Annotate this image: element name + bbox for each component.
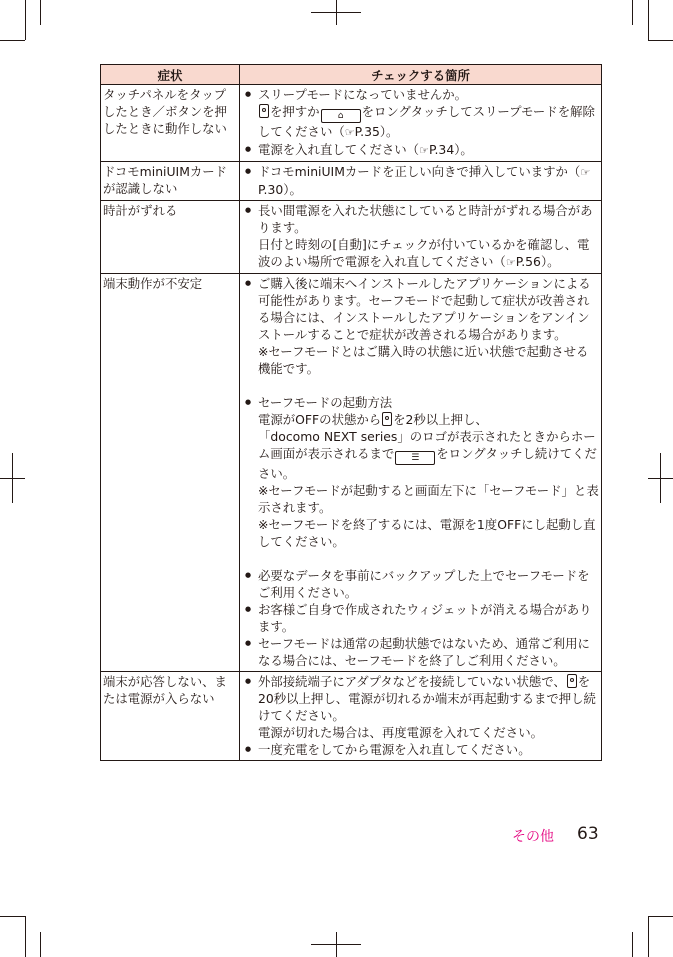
table-row	[101, 162, 602, 201]
page-reference[interactable]: P.35	[354, 124, 380, 139]
crop-mark	[336, 932, 337, 957]
item-text: をロングタッチし続けてください。	[258, 446, 597, 481]
item-text: 外部接続端子にアダプタなどを接続していない状態で、	[258, 674, 566, 689]
item-text: 長い間電源を入れた状態にしていると時計がずれる場合があります。	[258, 203, 593, 235]
item-text: を2秒以上押し、	[393, 412, 488, 427]
table-header	[101, 65, 602, 85]
symptom-cell: タッチパネルをタップしたとき／ボタンを押したときに動作しない	[101, 85, 240, 162]
item-subtext	[258, 411, 599, 428]
crop-mark	[40, 0, 41, 25]
crop-mark	[0, 40, 25, 41]
crop-mark	[12, 453, 13, 503]
item-note: ※セーフモードとはご購入時の状態に近い状態で起動させる機能です。	[258, 344, 589, 376]
item-text: ）。	[454, 142, 473, 157]
list-item	[242, 86, 599, 141]
symptom-cell: 端末が応答しない、または電源が入らない	[101, 672, 240, 761]
power-key-icon	[382, 412, 392, 426]
reference-icon: ☞	[505, 256, 516, 269]
item-note: ※セーフモードが起動すると画面左下に「セーフモード」と表示されます。	[258, 483, 599, 515]
item-subtext: 電源が切れた場合は、再度電源を入れてください。	[258, 725, 543, 740]
item-text: セーフモードは通常の起動状態ではないため、通常ご利用になる場合には、セーフモードを終了しご利用ください。	[258, 636, 590, 668]
check-cell	[240, 672, 602, 761]
item-subtext	[258, 428, 599, 482]
list-item	[242, 202, 599, 271]
item-text: ドコモminiUIMカードを正しい向きで挿入していますか（	[258, 164, 581, 179]
reference-icon: ☞	[580, 166, 591, 179]
item-note: ※セーフモードを終了するには、電源を1度OFFにし起動し直してください。	[258, 517, 596, 549]
item-text: を押すか	[270, 104, 320, 119]
list-item	[242, 601, 599, 635]
section-label: その他	[512, 829, 554, 845]
table-row	[101, 201, 602, 274]
crop-mark	[40, 932, 41, 957]
item-text: お客様ご自身で作成されたウィジェットが消える場合があります。	[258, 602, 592, 634]
check-cell	[240, 201, 602, 274]
item-text: ご購入後に端末へインストールしたアプリケーションによる可能性があります。セーフモードで起動して症状が改善される場合には、インストールしたアプリケーションをアンインストールすることで症状が改善される場合があります。	[258, 276, 591, 342]
crop-mark	[648, 916, 649, 957]
crop-mark	[660, 453, 661, 503]
item-text: セーフモードの起動方法	[258, 395, 393, 410]
power-key-icon	[259, 104, 269, 118]
symptom-cell: 時計がずれる	[101, 201, 240, 274]
check-cell	[240, 162, 602, 201]
home-key-icon: ⌂	[321, 109, 361, 123]
crop-mark	[648, 916, 673, 917]
list-item	[242, 141, 599, 159]
crop-mark	[648, 40, 673, 41]
page-reference[interactable]: P.34	[428, 142, 455, 157]
item-text: ）。	[379, 124, 399, 139]
header-check: チェックする箇所	[240, 65, 602, 85]
list-item	[242, 567, 599, 601]
item-text: ）。	[540, 254, 560, 269]
crop-mark	[632, 932, 633, 957]
item-text: 電源を入れ直してください（	[258, 142, 420, 157]
item-text: 「docomo NEXT series」のロゴが表示されたときからホーム画面が表示されるまで	[258, 429, 596, 461]
item-text: スリープモードになっていませんか。	[258, 87, 468, 102]
page-number: 63	[577, 824, 599, 844]
crop-mark	[632, 0, 633, 25]
crop-mark	[25, 0, 26, 40]
menu-key-icon: ☰	[395, 451, 435, 465]
item-text: ）。	[283, 182, 302, 197]
item-subtext	[258, 236, 599, 271]
item-text: 電源がOFFの状態から	[258, 412, 382, 427]
list-item	[242, 635, 599, 669]
list-item	[242, 673, 599, 741]
crop-mark	[336, 0, 337, 25]
item-subtext	[258, 103, 599, 141]
table-row	[101, 672, 602, 761]
item-text: をロングタッチしてスリープモードを解除してください（	[258, 104, 595, 139]
symptom-cell: 端末動作が不安定	[101, 274, 240, 672]
crop-mark	[0, 916, 25, 917]
check-cell	[240, 274, 602, 672]
table-row	[101, 85, 602, 162]
power-key-icon	[567, 674, 577, 688]
reference-icon: ☞	[419, 144, 429, 157]
item-text: 一度充電をしてから電源を入れ直してください。	[258, 742, 531, 757]
list-item	[242, 163, 599, 198]
reference-icon: ☞	[344, 126, 355, 139]
header-symptom: 症状	[101, 65, 240, 85]
symptom-cell: ドコモminiUIMカードが認識しない	[101, 162, 240, 201]
crop-mark	[648, 0, 649, 40]
crop-mark	[25, 916, 26, 957]
list-item	[242, 394, 599, 567]
item-text: 必要なデータを事前にバックアップした上でセーフモードをご利用ください。	[258, 568, 590, 600]
troubleshooting-table	[100, 64, 602, 761]
page-reference[interactable]: P.56	[515, 254, 541, 269]
check-cell	[240, 85, 602, 162]
table-row	[101, 274, 602, 672]
item-text: 日付と時刻の[自動]にチェックが付いているかを確認し、電波のよい場所で電源を入れ直してください（	[258, 237, 590, 269]
page-reference[interactable]: P.30	[258, 182, 284, 197]
list-item	[242, 275, 599, 394]
list-item	[242, 741, 599, 758]
item-text: を20秒以上押し、電源が切れるか端末が再起動するまで押し続けてください。	[258, 674, 596, 723]
